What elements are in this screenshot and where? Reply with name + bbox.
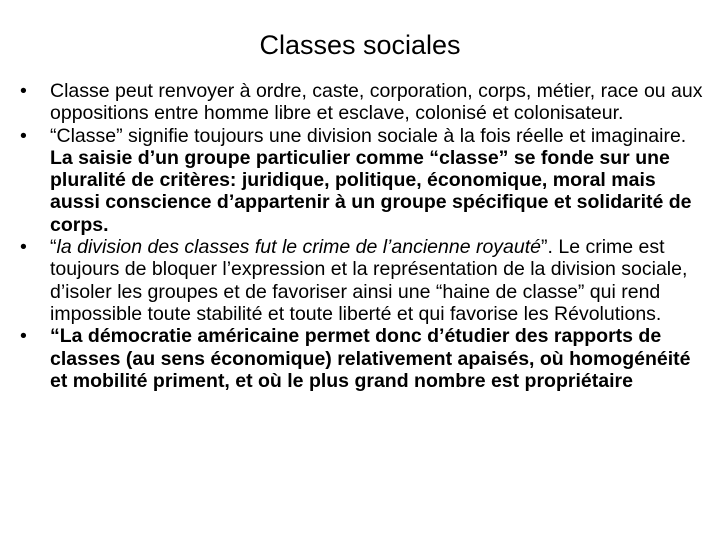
bullet-text: ”. Le crime est toujours de bloquer l’expression et la représentation de la division sociale, d’isoler les groupes et de favoriser ainsi une “haine de classe” qui rend impossible toute stabilité et toute liberté et qui favorise les Révolutions. — [50, 236, 688, 325]
bullet-text-quote-open: “ — [50, 236, 57, 259]
bullet-marker: • — [20, 124, 27, 147]
bullet-text-bold: “La démocratie américaine permet donc d’étudier des rapports de classes (au sens économique) relativement apaisés, où homogénéité et mobilité priment, et où le plus grand nombre est propriétaire — [50, 325, 691, 392]
slide-title: Classes sociales — [259, 30, 461, 60]
bullet-marker: • — [20, 325, 27, 348]
bullet-marker: • — [20, 236, 27, 259]
bullet-item-4 — [20, 325, 710, 392]
bullet-text-italic-quote: la division des classes fut le crime de l’ancienne royauté — [56, 236, 542, 259]
bullet-marker: • — [20, 80, 27, 102]
bullet-list — [20, 80, 710, 392]
bullet-item-2 — [20, 125, 710, 236]
bullet-item-3 — [20, 236, 710, 325]
bullet-text: “Classe” signifie toujours une division sociale à la fois réelle et imaginaire. — [50, 124, 687, 147]
bullet-item-1 — [20, 80, 710, 125]
bullet-text-bold: La saisie d’un groupe particulier comme “classe” se fonde sur une pluralité de critères: juridique, politique, économique, moral mais aussi conscience d’appartenir à un groupe spécifique et solidarité de corps. — [50, 146, 692, 236]
bullet-text: Classe peut renvoyer à ordre, caste, corporation, corps, métier, race ou aux oppositions entre homme libre et esclave, colonisé et colonisateur. — [50, 80, 703, 125]
